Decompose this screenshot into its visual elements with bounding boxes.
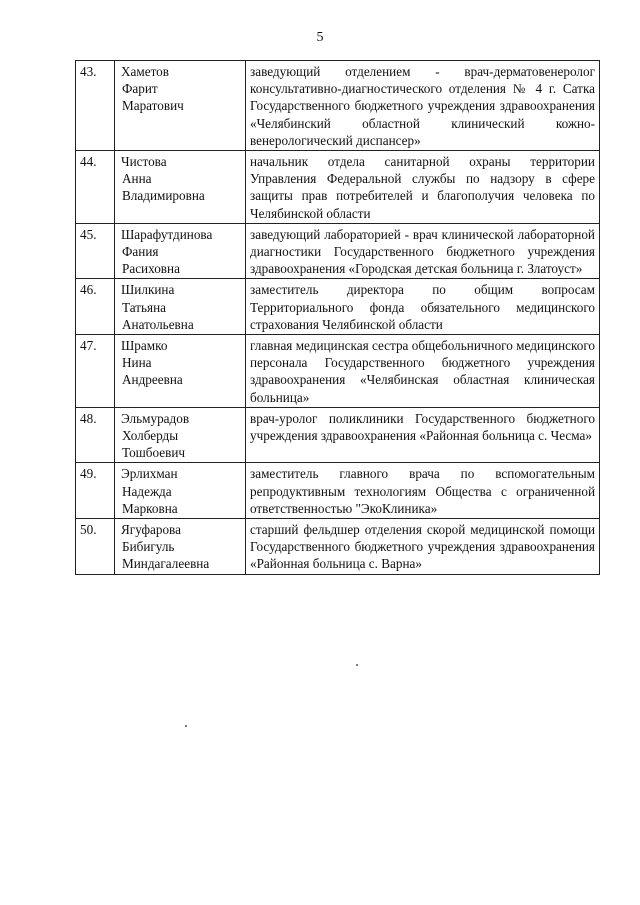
table-row [76,335,600,408]
patronymic: Маратович [122,98,184,114]
surname: Чистова [121,154,167,170]
surname: Эрлихман [121,466,178,482]
row-number: 49. [76,463,115,519]
surname: Эльмурадов [121,410,190,426]
member-position: заведующий отделением - врач-дерматовенеролог консультативно-диагностического отделения № 4 г. Сатка Государственного бюджетного учреждения здравоохранения «Челябинский областной клинический кожно-венерологический диспансер» [246,61,600,151]
surname: Ягуфарова [121,522,181,538]
member-name [115,279,246,335]
surname: Шилкина [121,282,175,298]
row-number: 43. [76,61,115,151]
patronymic: Расиховна [122,261,180,277]
table-row [76,463,600,519]
first-name: Татьяна [122,299,166,315]
row-number: 45. [76,223,115,279]
scan-speck [356,664,358,666]
member-position: заместитель директора по общим вопросам Территориального фонда обязательного медицинского страхования Челябинской области [246,279,600,335]
first-name: Надежда [122,483,172,499]
first-name: Анна [122,171,152,187]
member-name [115,463,246,519]
first-name: Холберды [122,428,179,444]
surname: Шрамко [121,338,168,354]
row-number: 44. [76,151,115,224]
page-number: 5 [316,30,324,45]
table-row [76,151,600,224]
row-number: 47. [76,335,115,408]
table-row [76,519,600,575]
surname: Хаметов [121,64,169,79]
member-name [115,151,246,224]
patronymic: Анатольевна [122,316,194,332]
member-position: старший фельдшер отделения скорой медицинской помощи Государственного бюджетного учреждения здравоохранения «Районная больница с. Варна» [246,519,600,575]
patronymic: Владимировна [122,188,205,204]
first-name: Нина [122,355,152,371]
table-row [76,61,600,151]
member-name [115,223,246,279]
member-name [115,61,246,151]
first-name: Фарит [122,81,158,97]
surname: Шарафутдинова [121,226,213,242]
patronymic: Андреевна [122,372,183,388]
member-position: начальник отдела санитарной охраны территории Управления Федеральной службы по надзору в сфере защиты прав потребителей и благополучия человека по Челябинской области [246,151,600,224]
patronymic: Тошбоевич [122,445,186,461]
row-number: 50. [76,519,115,575]
first-name: Фания [122,244,159,260]
member-position: врач-уролог поликлиники Государственного бюджетного учреждения здравоохранения «Районная больница с. Чесма» [246,407,600,463]
commission-members-table [75,60,600,575]
member-name [115,335,246,408]
table-row [76,223,600,279]
member-position: главная медицинская сестра общебольничного медицинского персонала Государственного бюджетного учреждения здравоохранения «Челябинская областная клиническая больница» [246,335,600,408]
patronymic: Марковна [122,500,178,516]
patronymic: Миндагалеевна [122,556,210,572]
row-number: 46. [76,279,115,335]
member-position: заместитель главного врача по вспомогательным репродуктивным технологиям Общества с ограниченной ответственностью "ЭкоКлиника» [246,463,600,519]
member-position: заведующий лабораторией - врач клинической лабораторной диагностики Государственного бюджетного учреждения здравоохранения «Городская детская больница г. Златоуст» [246,223,600,279]
table-row [76,279,600,335]
table-row [76,407,600,463]
row-number: 48. [76,407,115,463]
member-name [115,519,246,575]
first-name: Бибигуль [122,539,175,555]
member-name [115,407,246,463]
scan-speck [185,725,187,727]
